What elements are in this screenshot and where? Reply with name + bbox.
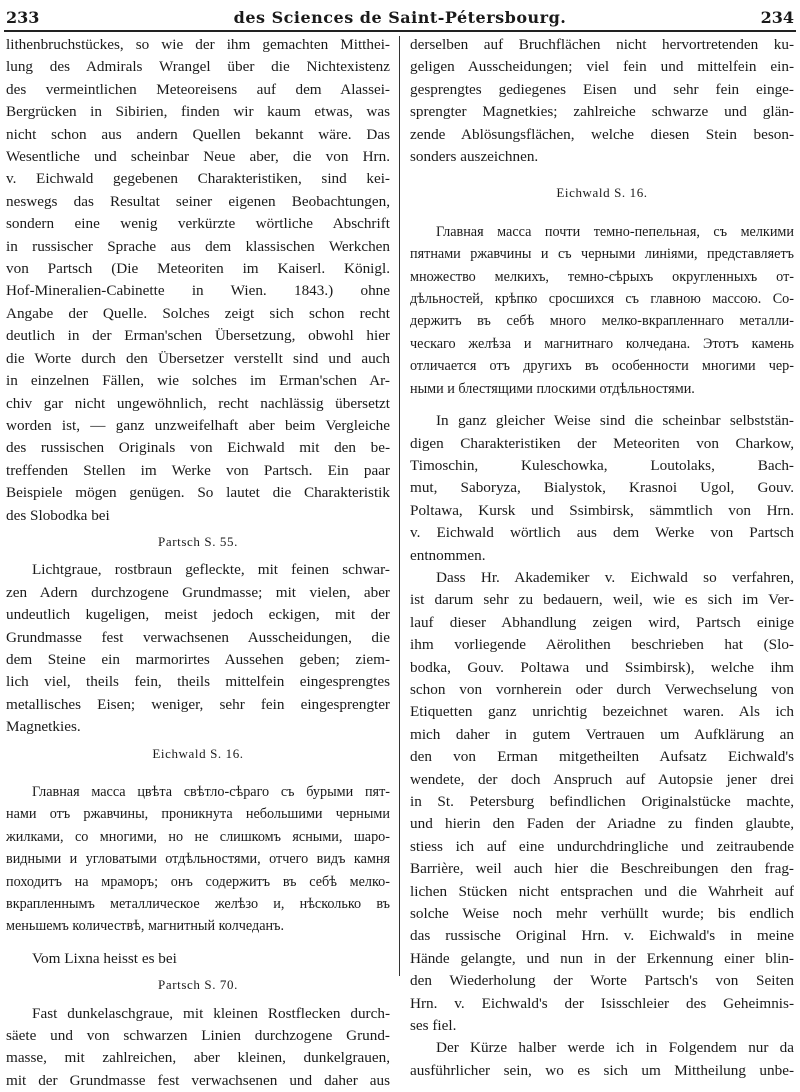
text-line: von Partsch (Die Meteoriten im Kaiserl. Königl. [6, 260, 390, 278]
text-line: wendete, der doch Anspruch auf Autopsie jener drei [410, 770, 794, 788]
text-line: Главная масса цвѣта свѣтло-сѣраго съ бурыми пят- [32, 784, 390, 800]
header-rule [4, 30, 796, 32]
paragraph-left-2 [6, 559, 390, 738]
text-line: des russischen Originals von Eichwald mit den be- [6, 439, 390, 457]
text-line: in einzelnen Fällen, wie solches im Erman'schen Ar- [6, 372, 390, 390]
text-line: Timoschin, Kuleschowka, Loutolaks, Bach- [410, 456, 794, 474]
text-line: ihm vorliegende Aërolithen beschrieben hat (Slo- [410, 636, 794, 654]
page-number-right: 234 [760, 8, 794, 27]
text-line: Hände gelangte, und nun in der Erkennung einer blin- [410, 949, 794, 967]
paragraph-left-5 [6, 1003, 390, 1092]
text-line: видными и угловатыми отдѣльностями, отчего видъ камня [6, 851, 390, 868]
text-line: digen Charakteristiken der Meteoriten von Charkow, [410, 434, 794, 452]
text-line: gesprengtes gediegenes Eisen und sehr fein einge- [410, 80, 794, 98]
text-line: nicht schon aus andern Quellen bekannt wäre. Das [6, 125, 390, 143]
text-line: sondern eine wenig verkürzte wörtliche Abschrift [6, 215, 390, 233]
text-line: ses fiel. [410, 1017, 457, 1035]
running-title: des Sciences de Saint-Pétersbourg. [233, 8, 567, 27]
text-line: меньшемъ количествѣ, магнитный колчеданъ. [6, 918, 284, 935]
text-line: походитъ на мраморъ; онъ содержитъ въ себѣ мелко- [6, 873, 390, 890]
running-header [6, 8, 794, 30]
text-line: v. Eichwald gegebenen Charakteristiken, sind kei- [6, 170, 390, 188]
text-line: пятнами ржавчины и съ черными линіями, представляетъ [410, 246, 794, 263]
text-line: schon von vornherein oder durch Verwechselung von [410, 680, 794, 698]
paragraph-right-4 [410, 567, 794, 1038]
text-line: нами отъ ржавчины, проникнута небольшими черными [6, 806, 390, 823]
section-heading-eichwald-16-right: Eichwald S. 16. [556, 185, 648, 201]
text-line: sonders auszeichnen. [410, 148, 539, 166]
paragraph-right-3 [410, 410, 794, 567]
text-line: Dass Hr. Akademiker v. Eichwald so verfahren, [436, 568, 794, 586]
text-line: Wesentliche und scheinbar Neue aber, die von Hrn. [6, 148, 390, 166]
text-line: Fast dunkelaschgraue, mit kleinen Rostflecken durch- [32, 1004, 390, 1022]
text-line: lichen Stücken nicht entsprachen und die Wahrheit auf [410, 882, 794, 900]
text-line: lich viel, theils fein, theils mittelfein eingesprengtes [6, 673, 390, 691]
text-line: in St. Petersburg befindlichen Originalstücke machte, [410, 793, 794, 810]
text-line: дѣльностей, крѣпко сросшихся съ главною массою. Со- [410, 291, 794, 308]
text-line: держитъ въ себѣ много мелко-вкрапленнаго металли- [410, 313, 794, 330]
text-line: Главная масса почти темно-пепельная, съ мелкими [436, 223, 794, 240]
text-line: des vermeintlichen Meteoreisens auf dem Alassei- [6, 80, 390, 98]
text-line: metallisches Eisen; weniger, sehr fein eingesprengter [6, 695, 390, 713]
text-line: den von Erman mitgetheilten Aufsatz Eichwald's [410, 748, 794, 766]
text-line: zen Adern durchzogene Grundmasse; mit vielen, aber [6, 583, 390, 601]
text-line: Hof-Mineralien-Cabinette in Wien. 1843.) ohne [6, 282, 390, 300]
text-line: Barrière, weil auch hier die Beschreibungen den frag- [410, 860, 794, 878]
text-line: Grundmasse fest verwachsenen Ausscheidungen, die [6, 628, 390, 646]
section-heading-eichwald-16: Eichwald S. 16. [152, 745, 244, 761]
text-line: ными и блестящими плоскими отдѣльностями. [410, 380, 695, 397]
text-line: chiv gar nicht ungewöhnlich, recht nachlässig übersetzt [6, 394, 390, 412]
text-line: solche Weise noch mehr verhüllt wurde; bis endlich [410, 905, 794, 923]
text-line: neswegs das Resultat seiner eigenen Beobachtungen, [6, 192, 390, 210]
text-line: sprengter Magnetkies; zahlreiche schwarze und glän- [410, 103, 794, 121]
text-line: zende Ablösungsflächen, welche diesen Stein beson- [410, 125, 794, 143]
text-line: und hierin den Faden der Ariadne zu finden glaubte, [410, 815, 794, 833]
paragraph-right-5 [410, 1037, 794, 1082]
text-line: вкрапленнымъ металлическое желѣзо и, нѣсколько въ [6, 896, 390, 913]
section-heading-partsch-70: Partsch S. 70. [158, 977, 238, 993]
text-line: geligen Ausscheidungen; viel fein und mittelfein ein- [410, 58, 794, 76]
text-line: lung des Admirals Wrangel über die Nichtexistenz [6, 58, 390, 76]
text-line: dem Steine ein marmorirtes Aussehen geben; ziem- [6, 650, 390, 668]
text-line: den Wiederholung der Worte Partsch's von Seiten [410, 972, 794, 990]
left-column [6, 34, 390, 1092]
text-line: Beispiele mögen genügen. So lautet die Charakteristik [6, 484, 390, 502]
text-line: жилками, со многими, но не слишкомъ ясными, шаро- [6, 828, 390, 845]
text-line: stiess ich auf eine undurchdringliche und zeitraubende [410, 837, 794, 855]
text-line: множество мелкихъ, темно-сѣрыхъ округленныхъ от- [410, 268, 794, 285]
text-line: Der Kürze halber werde ich in Folgendem nur da [436, 1039, 794, 1057]
text-line: derselben auf Bruchflächen nicht hervortretenden ku- [410, 36, 794, 53]
text-line: die Worte durch den Übersetzer verstellt sind und auch [6, 349, 390, 367]
right-column [410, 34, 794, 1082]
text-line: treffenden Stellen im Werke von Partsch. Ein paar [6, 461, 390, 479]
text-line: mit der Grundmasse fest verwachsenen und daher aus [6, 1071, 390, 1089]
paragraph-left-lixna: Vom Lixna heisst es bei [32, 949, 177, 967]
text-line: Lichtgraue, rostbraun gefleckte, mit feinen schwar- [32, 561, 390, 579]
text-line: mut, Saboryza, Bialystok, Krasnoi Ugol, Gouv. [410, 479, 794, 497]
text-line: mich daher in gutem Vertrauen um Aufklärung an [410, 725, 794, 743]
page-number-left: 233 [6, 8, 40, 27]
text-line: das russische Original Hrn. v. Eichwald's in meine [410, 927, 794, 945]
paragraph-right-russian [410, 221, 794, 400]
paragraph-left-1 [6, 34, 390, 527]
text-line: bodka, Gouv. Poltawa und Ssimbirsk), welche ihm [410, 658, 794, 676]
paragraph-left-russian [6, 781, 390, 938]
paragraph-right-1 [410, 34, 794, 168]
text-line: Magnetkies. [6, 718, 81, 736]
text-line: v. Eichwald wörtlich aus dem Werke von Partsch [410, 524, 794, 542]
text-line: worden ist, — ganz unzweifelhaft aber beim Vergleiche [6, 416, 390, 434]
text-line: Etiquetten ganz unrichtig bezeichnet waren. Als ich [410, 703, 794, 721]
column-separator [399, 36, 400, 976]
text-line: ческаго желѣза и магнитнаго колчедана. Этотъ камень [410, 335, 794, 352]
text-line: lauf dieser Abhandlung zeigen wird, Partsch einige [410, 613, 794, 631]
text-line: отличается отъ другихъ въ особенности многими чер- [410, 358, 794, 375]
text-line: Bergrücken in Sibirien, finden wir kaum etwas, was [6, 103, 390, 121]
text-line: In ganz gleicher Weise sind die scheinbar selbststän- [436, 412, 794, 430]
text-line: deutlich in der Erman'schen Übersetzung, obwohl hier [6, 327, 390, 345]
text-line: Hrn. v. Eichwald's der Isisschleier des Geheimnis- [410, 994, 794, 1012]
text-line: lithenbruchstückes, so wie der ihm gemachten Mitthei- [6, 36, 390, 53]
section-heading-partsch-55: Partsch S. 55. [158, 533, 238, 549]
text-line: Poltawa, Kursk und Ssimbirsk, sämmtlich von Hrn. [410, 501, 794, 519]
text-line: ausführlicher sein, wo es sich um Mittheilung unbe- [410, 1061, 794, 1079]
text-line: des Slobodka bei [6, 506, 110, 524]
text-line: säete und von schwarzen Linien durchzogene Grund- [6, 1027, 390, 1045]
text-line: ist darum sehr zu bedauern, weil, wie es sich im Ver- [410, 591, 794, 609]
text-line: in russischer Sprache aus dem klassischen Werkchen [6, 237, 390, 255]
text-line: Angabe der Quelle. Solches zeigt sich schon recht [6, 304, 390, 322]
text-line: undeutlich kugeligen, meist jedoch eckigen, mit der [6, 606, 390, 624]
text-line: entnommen. [410, 546, 486, 564]
text-line: masse, mit zahlreichen, aber kleinen, dunkelgrauen, [6, 1049, 390, 1067]
